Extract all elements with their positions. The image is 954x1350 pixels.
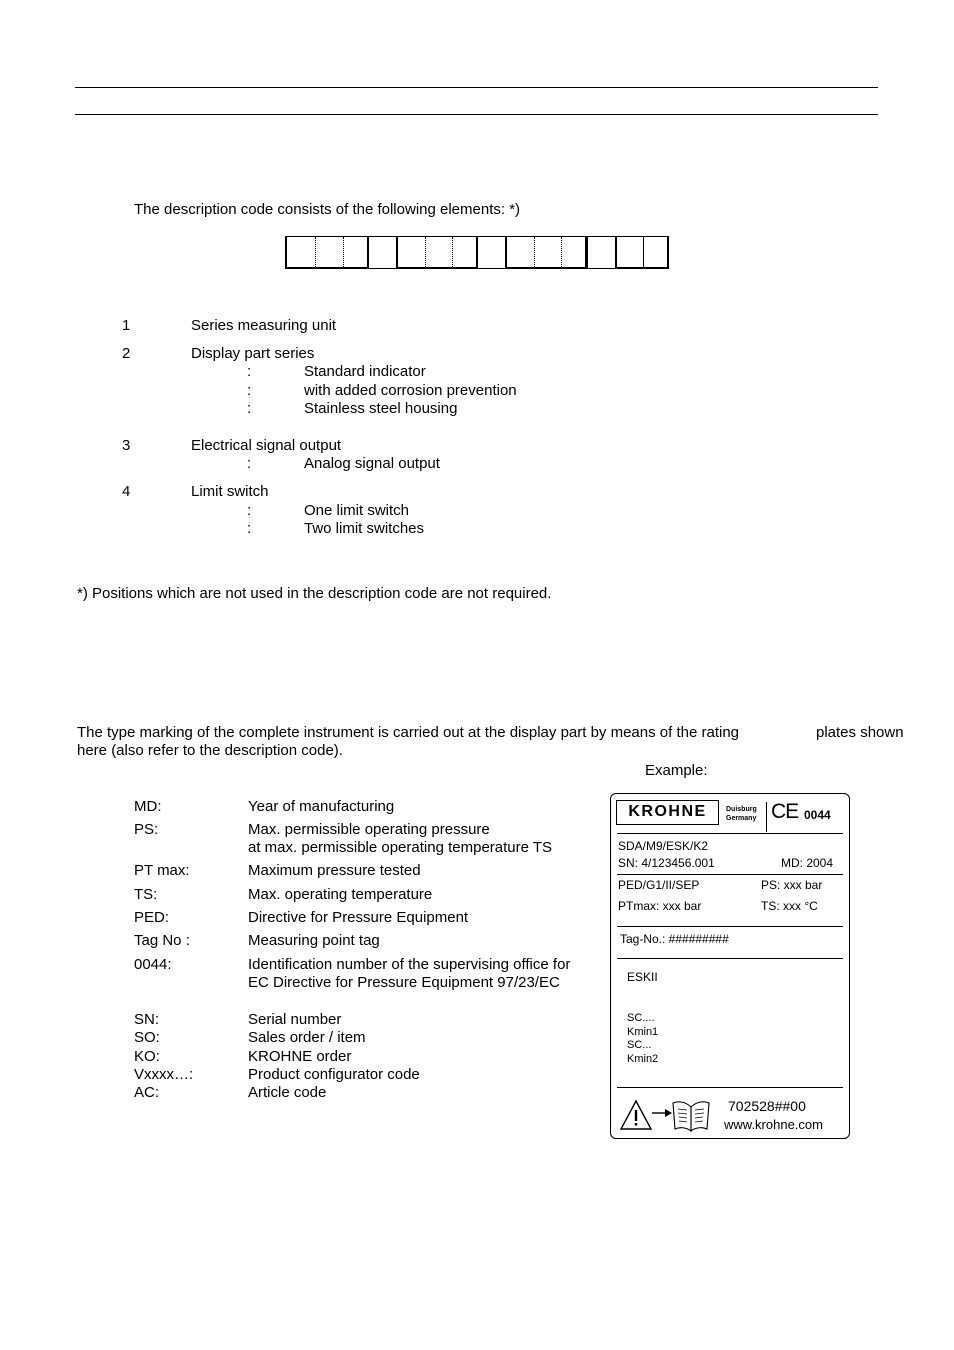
code-item-label: Electrical signal output xyxy=(191,437,342,454)
legend-key: Tag No : xyxy=(134,932,190,949)
code-sub-colon: : xyxy=(247,382,252,399)
code-sub-item: Standard indicator xyxy=(304,363,426,380)
warning-triangle-icon xyxy=(619,1099,653,1131)
plate-url: www.krohne.com xyxy=(724,1117,823,1132)
example-label: Example: xyxy=(645,762,708,779)
legend-key: MD: xyxy=(134,798,162,815)
plate-part-number: 702528##00 xyxy=(728,1098,806,1114)
code-separator xyxy=(587,236,615,269)
code-group-3 xyxy=(505,236,587,269)
code-item-label: Series measuring unit xyxy=(191,317,337,334)
plate-sc: SC... xyxy=(627,1039,652,1051)
plate-city: Duisburg xyxy=(726,806,757,813)
plate-rule xyxy=(617,926,843,927)
code-group-2 xyxy=(396,236,478,269)
plate-sn: SN: 4/123456.001 xyxy=(618,856,715,870)
plate-divider xyxy=(766,802,767,832)
legend-key: SO: xyxy=(134,1029,160,1046)
plate-tag: Tag-No.: ######### xyxy=(620,932,729,946)
plate-country: Germany xyxy=(726,815,757,822)
legend-key: 0044: xyxy=(134,956,172,973)
code-item-number: 3 xyxy=(122,437,131,454)
legend-value: KROHNE order xyxy=(248,1048,352,1065)
plate-esk: ESKII xyxy=(627,970,658,984)
legend-key: TS: xyxy=(134,886,158,903)
legend-key: AC: xyxy=(134,1084,160,1101)
plate-rule xyxy=(617,958,843,959)
code-item-label: Limit switch xyxy=(191,483,269,500)
legend-key: PED: xyxy=(134,909,170,926)
code-sub-colon: : xyxy=(247,363,252,380)
legend-value: EC Directive for Pressure Equipment 97/23/EC xyxy=(248,974,560,991)
legend-value: Measuring point tag xyxy=(248,932,380,949)
code-item-number: 1 xyxy=(122,317,131,334)
legend-key: SN: xyxy=(134,1011,160,1028)
legend-key: Vxxxx…: xyxy=(134,1066,194,1083)
plate-ptmax: PTmax: xxx bar xyxy=(618,899,702,913)
marking-paragraph-line1: The type marking of the complete instrument is carried out at the display part by means of the rating xyxy=(77,724,739,741)
ce-number: 0044 xyxy=(804,808,831,822)
code-item-number: 4 xyxy=(122,483,131,500)
code-sub-colon: : xyxy=(247,455,252,472)
code-group-1 xyxy=(285,236,369,269)
open-book-icon xyxy=(671,1097,711,1133)
plate-rule xyxy=(617,833,843,834)
header-rule-top xyxy=(75,87,878,88)
code-sub-item: One limit switch xyxy=(304,502,410,519)
legend-value: Article code xyxy=(248,1084,327,1101)
legend-value: at max. permissible operating temperature TS xyxy=(248,839,553,856)
plate-ts: TS: xxx °C xyxy=(761,899,818,913)
code-sub-colon: : xyxy=(247,520,252,537)
legend-value: Product configurator code xyxy=(248,1066,420,1083)
code-separator xyxy=(478,236,505,269)
code-sub-colon: : xyxy=(247,400,252,417)
code-sub-item: Analog signal output xyxy=(304,455,440,472)
code-sub-item: Two limit switches xyxy=(304,520,425,537)
legend-value: Sales order / item xyxy=(248,1029,366,1046)
legend-key: PS: xyxy=(134,821,159,838)
plate-ped: PED/G1/II/SEP xyxy=(618,878,700,892)
legend-value: Max. permissible operating pressure xyxy=(248,821,490,838)
legend-value: Directive for Pressure Equipment xyxy=(248,909,469,926)
plate-rule xyxy=(617,874,843,875)
ce-mark: CE xyxy=(771,800,799,823)
code-sub-item: Stainless steel housing xyxy=(304,400,458,417)
legend-key: KO: xyxy=(134,1048,160,1065)
legend-value: Identification number of the supervising office for xyxy=(248,956,571,973)
code-item-number: 2 xyxy=(122,345,131,362)
plate-rule xyxy=(617,1087,843,1088)
code-separator xyxy=(369,236,396,269)
code-group-4 xyxy=(615,236,669,269)
code-sub-item: with added corrosion prevention xyxy=(304,382,517,399)
plate-ps: PS: xxx bar xyxy=(761,878,823,892)
marking-paragraph-line2: here (also refer to the description code). xyxy=(77,742,343,759)
description-intro: The description code consists of the following elements: *) xyxy=(134,201,521,218)
plate-model: SDA/M9/ESK/K2 xyxy=(618,839,709,853)
legend-value: Serial number xyxy=(248,1011,342,1028)
code-sub-colon: : xyxy=(247,502,252,519)
legend-value: Maximum pressure tested xyxy=(248,862,421,879)
arrow-right-icon xyxy=(651,1106,673,1120)
krohne-logo: KROHNE xyxy=(616,800,719,825)
plate-kmin: Kmin2 xyxy=(627,1053,659,1065)
legend-value: Max. operating temperature xyxy=(248,886,433,903)
plate-sc: SC.... xyxy=(627,1012,655,1024)
marking-paragraph-line1-end: plates shown xyxy=(816,724,904,741)
rating-plate xyxy=(610,793,850,1139)
legend-key: PT max: xyxy=(134,862,190,879)
plate-md: MD: 2004 xyxy=(781,856,834,870)
header-rule-bottom xyxy=(75,114,878,115)
code-item-label: Display part series xyxy=(191,345,315,362)
footnote: *) Positions which are not used in the description code are not required. xyxy=(77,585,552,602)
legend-value: Year of manufacturing xyxy=(248,798,395,815)
plate-kmin: Kmin1 xyxy=(627,1026,659,1038)
